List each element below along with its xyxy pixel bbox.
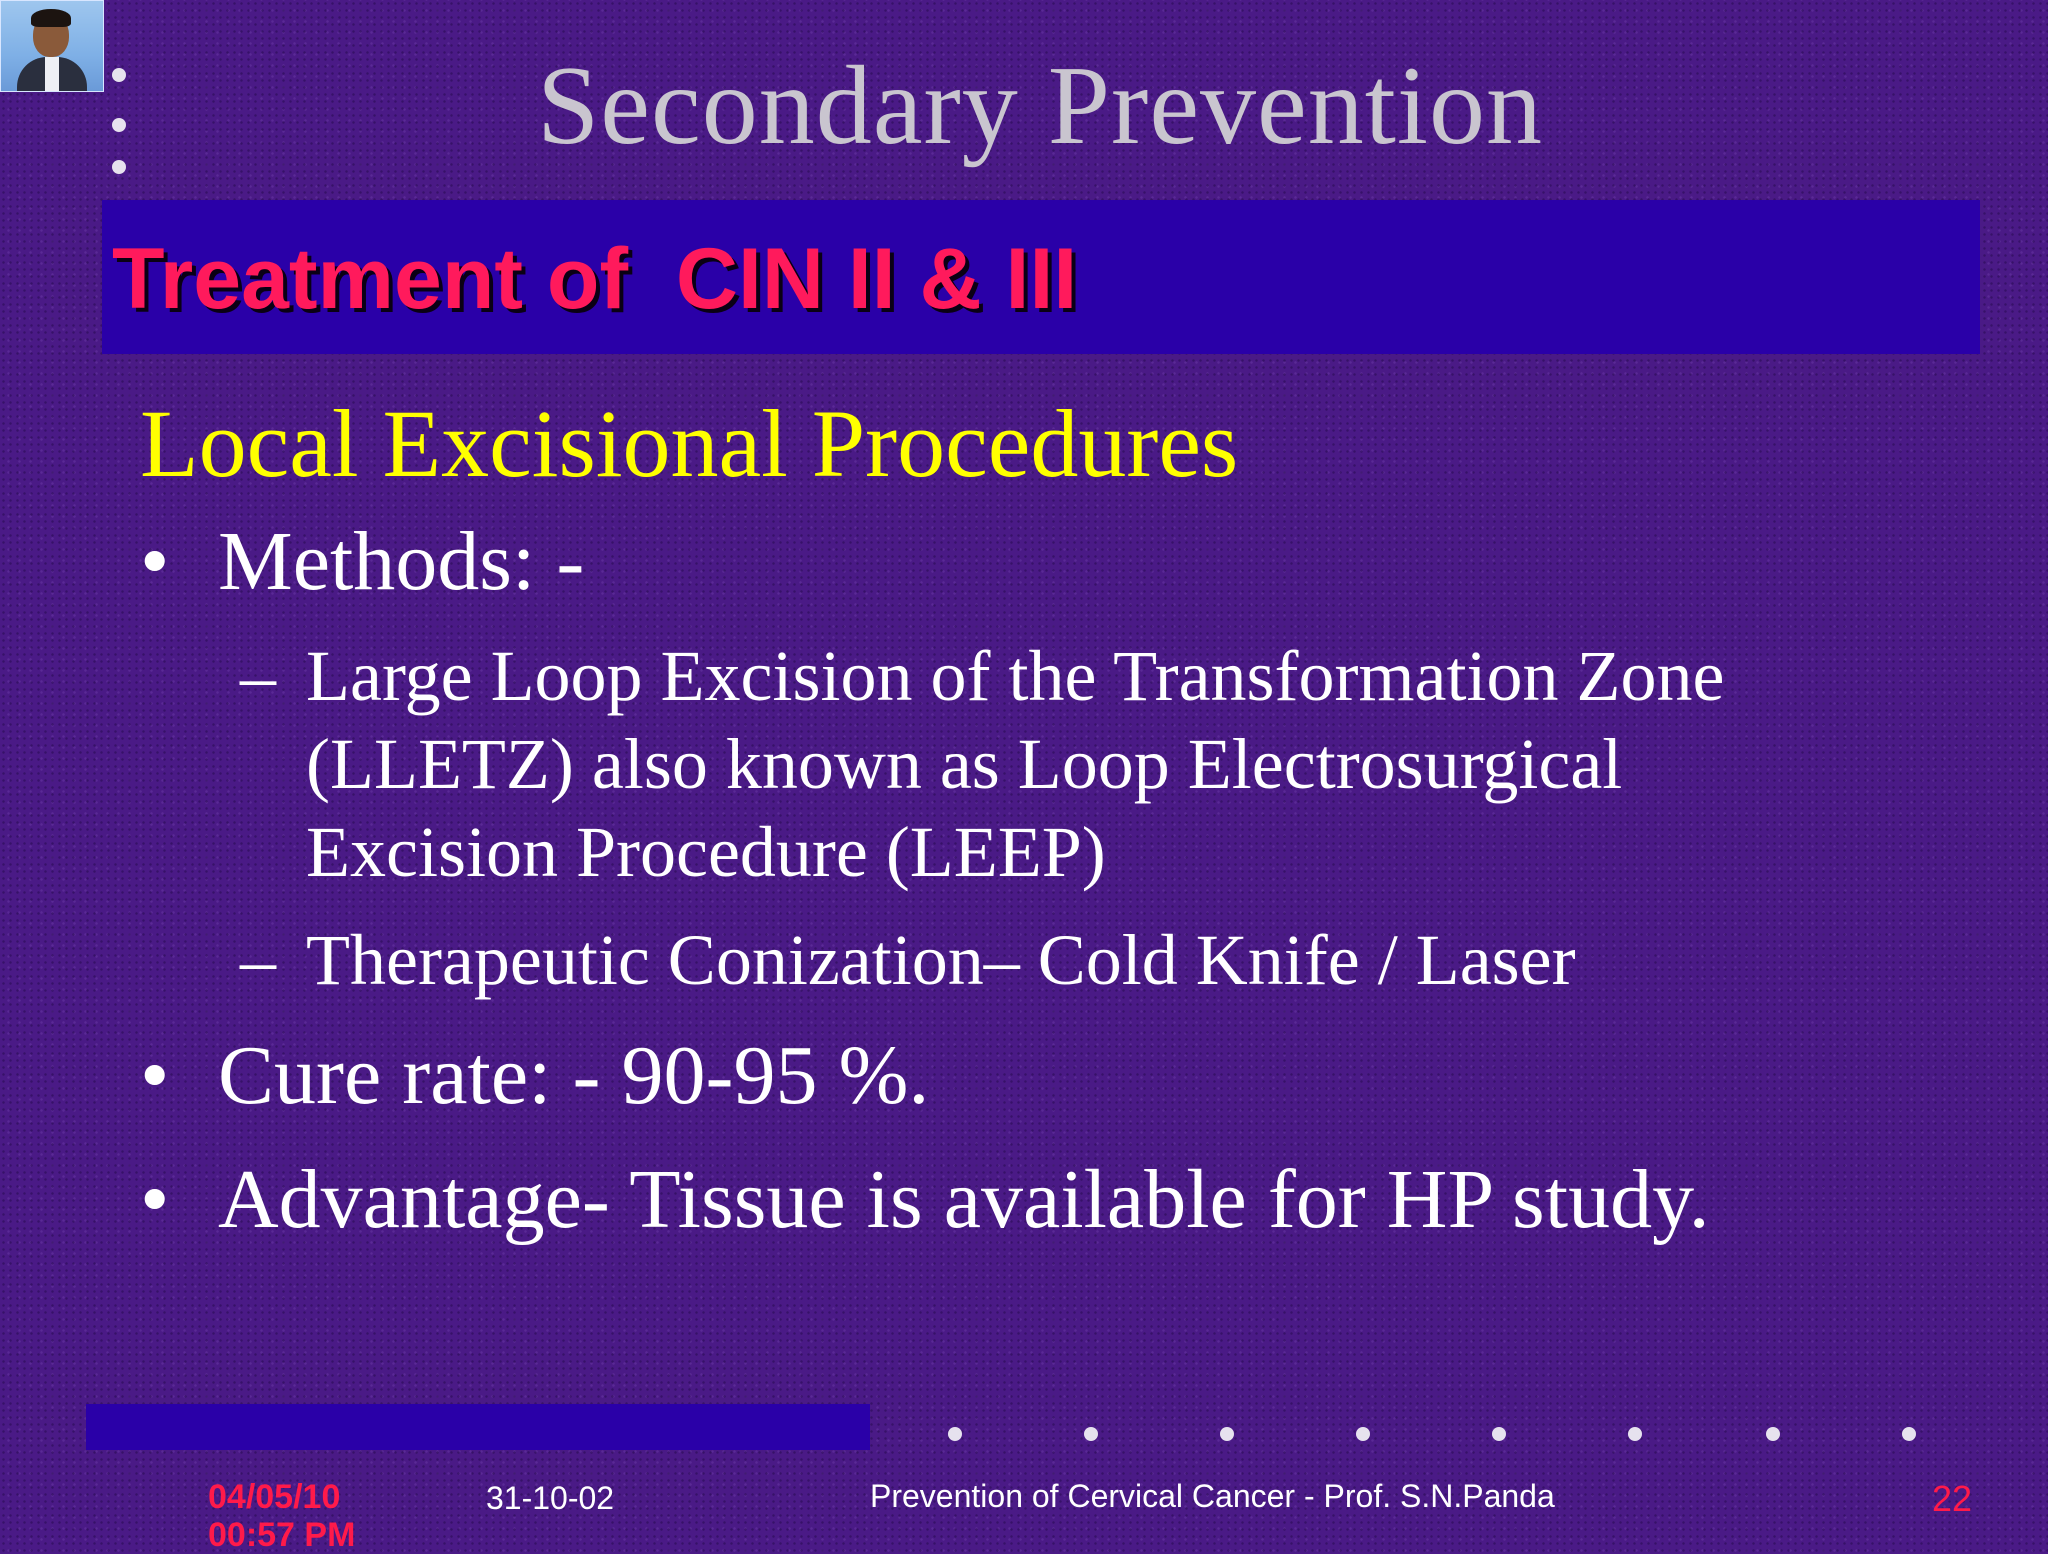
decorative-dot bbox=[1766, 1427, 1780, 1441]
slide-number: 22 bbox=[1932, 1478, 1973, 1519]
banner-text: Treatment of CIN II & III bbox=[112, 231, 1078, 327]
footer-presentation-title: Prevention of Cervical Cancer - Prof. S.N.Panda bbox=[870, 1478, 1555, 1514]
sub-item-line: Excision Procedure (LEEP) bbox=[306, 812, 1106, 892]
decorative-dot bbox=[1628, 1427, 1642, 1441]
dash-icon: – bbox=[240, 636, 276, 716]
decorative-dot bbox=[948, 1427, 962, 1441]
sub-item-line: Therapeutic Conization– Cold Knife / Laser bbox=[306, 920, 1576, 1000]
decorative-dot bbox=[1902, 1427, 1916, 1441]
decorative-dot bbox=[1084, 1427, 1098, 1441]
bullet-icon: • bbox=[140, 515, 170, 608]
footer-code: 31-10-02 bbox=[486, 1480, 615, 1516]
sub-item-line: Large Loop Excision of the Transformation Zone bbox=[306, 636, 1725, 716]
photo-hair bbox=[31, 9, 71, 27]
decorative-dot bbox=[1492, 1427, 1506, 1441]
decorative-dot bbox=[1220, 1427, 1234, 1441]
footer-time-text: 00:57 PM bbox=[208, 1516, 356, 1554]
sub-item-line: (LLETZ) also known as Loop Electrosurgical bbox=[306, 724, 1623, 804]
dash-icon: – bbox=[240, 920, 276, 1000]
decorative-dot bbox=[1356, 1427, 1370, 1441]
footer-bar bbox=[86, 1404, 870, 1450]
section-heading: Local Excisional Procedures bbox=[140, 390, 1239, 497]
bullet-icon: • bbox=[140, 1029, 170, 1122]
subtitle-banner bbox=[102, 200, 1980, 354]
bullet-text: Methods: - bbox=[218, 515, 585, 608]
slide-title: Secondary Prevention bbox=[537, 44, 1543, 168]
footer-date bbox=[208, 1478, 355, 1554]
bullet-text: Cure rate: - 90-95 %. bbox=[218, 1029, 930, 1122]
bullet-icon: • bbox=[140, 1153, 170, 1246]
bullet-text: Advantage- Tissue is available for HP study. bbox=[218, 1153, 1710, 1246]
footer-date-text: 04/05/10 bbox=[208, 1478, 341, 1516]
